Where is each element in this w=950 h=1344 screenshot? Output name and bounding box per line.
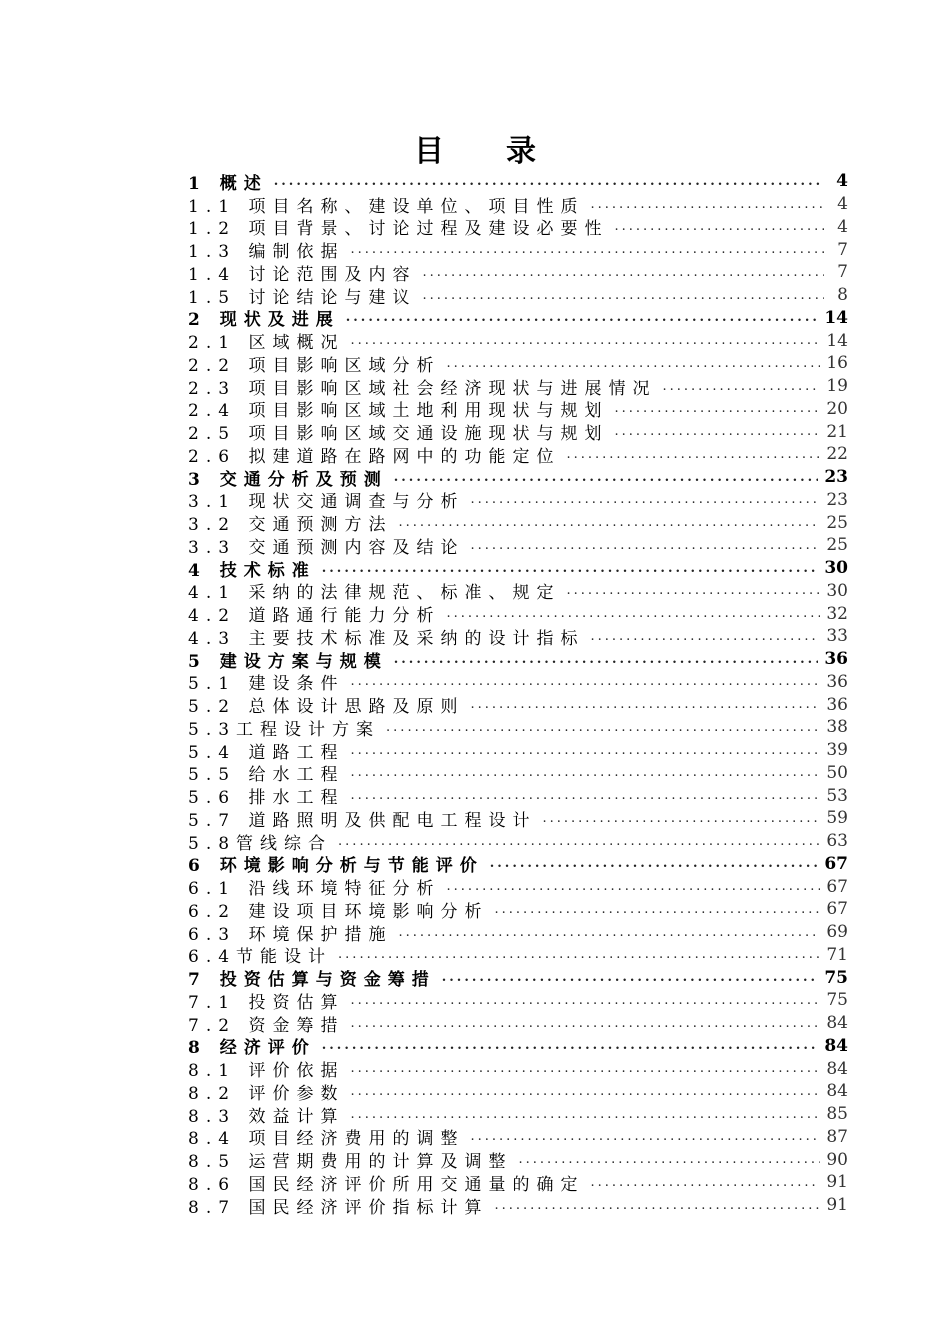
- toc-dot-leader: [398, 515, 820, 530]
- toc-entry[interactable]: [188, 671, 848, 694]
- toc-entry-page-number: 84: [826, 1058, 848, 1079]
- toc-entry-page-number: 59: [826, 808, 848, 829]
- toc-entry-page-number: 63: [826, 831, 848, 852]
- toc-entry-label: 5.1 建设条件: [188, 674, 345, 694]
- toc-entry[interactable]: [188, 944, 848, 967]
- toc-entry[interactable]: [188, 625, 848, 648]
- toc-entry-page-number: 91: [826, 1195, 848, 1216]
- toc-dot-leader: [494, 1198, 820, 1213]
- toc-entry-label: 5.7 道路照明及供配电工程设计: [188, 810, 537, 830]
- toc-dot-leader: [350, 1107, 820, 1122]
- toc-entry-label: 1.2 项目背景、讨论过程及建设必要性: [188, 219, 609, 239]
- toc-entry-page-number: 87: [826, 1126, 848, 1147]
- toc-dot-leader: [350, 765, 820, 780]
- toc-entry[interactable]: [188, 352, 848, 375]
- toc-entry[interactable]: [188, 193, 848, 216]
- toc-entry-page-number: 4: [836, 171, 848, 192]
- toc-dot-leader: [662, 379, 820, 394]
- toc-dot-leader: [566, 583, 820, 598]
- toc-entry-page-number: 38: [826, 717, 848, 738]
- toc-entry-page-number: 23: [824, 467, 848, 488]
- toc-entry-label: 5 建设方案与规模: [188, 651, 388, 671]
- toc-entry-page-number: 30: [824, 558, 848, 579]
- toc-dot-leader: [350, 242, 824, 257]
- toc-entry[interactable]: [188, 1126, 848, 1149]
- toc-entry-page-number: 32: [826, 603, 848, 624]
- toc-entry-label: 2 现状及进展: [188, 310, 340, 330]
- toc-entry-page-number: 25: [826, 535, 848, 556]
- toc-dot-leader: [350, 674, 820, 689]
- toc-dot-leader: [446, 879, 820, 894]
- toc-entry[interactable]: [188, 580, 848, 603]
- toc-dot-leader: [566, 447, 820, 462]
- toc-entry-page-number: 36: [824, 649, 848, 670]
- toc-dot-leader: [470, 697, 820, 712]
- toc-dot-leader: [346, 310, 819, 325]
- toc-entry-label: 6.1 沿线环境特征分析: [188, 879, 441, 898]
- toc-dot-leader: [350, 333, 820, 348]
- toc-entry-label: 1.4 讨论范围及内容: [188, 264, 417, 284]
- toc-entry[interactable]: [188, 420, 848, 443]
- toc-entry-page-number: 84: [826, 1013, 848, 1034]
- toc-entry[interactable]: [188, 898, 848, 921]
- toc-entry[interactable]: [188, 398, 848, 421]
- toc-entry-label: 8.3 效益计算: [188, 1106, 345, 1126]
- toc-entry[interactable]: [188, 853, 848, 876]
- toc-dot-leader: [350, 1016, 820, 1031]
- toc-entry-page-number: 16: [826, 353, 848, 374]
- toc-entry[interactable]: [188, 329, 848, 352]
- toc-entry[interactable]: [188, 466, 848, 489]
- toc-dot-leader: [422, 265, 824, 280]
- toc-entry[interactable]: [188, 1080, 848, 1103]
- toc-entry-page-number: 84: [824, 1035, 848, 1056]
- toc-dot-leader: [274, 174, 824, 189]
- toc-entry[interactable]: [188, 261, 848, 284]
- toc-entry[interactable]: [188, 1194, 848, 1217]
- toc-entry-page-number: 67: [826, 899, 848, 920]
- toc-entry[interactable]: [188, 443, 848, 466]
- toc-entry-label: 2.2 项目影响区域分析: [188, 355, 441, 375]
- toc-entry-label: 5.4 道路工程: [188, 742, 345, 762]
- toc-dot-leader: [350, 993, 820, 1008]
- toc-entry-label: 6.2 建设项目环境影响分析: [188, 901, 489, 921]
- toc-entry[interactable]: [188, 511, 848, 534]
- toc-entry-page-number: 30: [826, 580, 848, 601]
- toc-dot-leader: [322, 561, 819, 576]
- toc-entry-label: 3 交通分析及预测: [188, 469, 388, 489]
- toc-dot-leader: [322, 1038, 819, 1053]
- toc-entry-page-number: 7: [837, 239, 848, 260]
- toc-dot-leader: [542, 811, 820, 826]
- toc-entry-page-number: 67: [826, 876, 848, 897]
- toc-entry-label: 6.3 环境保护措施: [188, 924, 393, 944]
- toc-entry-label: 2.6 拟建道路在路网中的功能定位: [188, 446, 561, 466]
- toc-entry[interactable]: [188, 784, 848, 807]
- toc-entry-label: 4.1 采纳的法律规范、标准、规定: [188, 583, 561, 603]
- toc-dot-leader: [338, 834, 820, 849]
- toc-entry-label: 6.4节能设计: [188, 947, 333, 967]
- toc-entry-label: 2.3 项目影响区域社会经济现状与进展情况: [188, 378, 657, 398]
- toc-entry-label: 5.2 总体设计思路及原则: [188, 697, 465, 716]
- toc-dot-leader: [614, 219, 824, 234]
- toc-entry-label: 2.1 区域概况: [188, 333, 345, 352]
- toc-dot-leader: [442, 970, 819, 985]
- toc-entry[interactable]: [188, 216, 848, 239]
- toc-entry-label: 1.5 讨论结论与建议: [188, 287, 417, 307]
- toc-dot-leader: [350, 788, 820, 803]
- toc-entry[interactable]: [188, 1148, 848, 1171]
- toc-entry-page-number: 50: [826, 762, 848, 783]
- toc-entry-label: 3.1 现状交通调查与分析: [188, 492, 465, 512]
- toc-entry-label: 5.3工程设计方案: [188, 719, 381, 739]
- toc-dot-leader: [350, 1084, 820, 1099]
- toc-entry[interactable]: [188, 830, 848, 853]
- toc-entry[interactable]: [188, 693, 848, 716]
- toc-entry[interactable]: [188, 1012, 848, 1035]
- toc-entry[interactable]: [188, 875, 848, 898]
- toc-entry-page-number: 84: [826, 1081, 848, 1102]
- toc-dot-leader: [394, 652, 819, 667]
- page-title: 目录: [414, 134, 598, 169]
- toc-entry[interactable]: [188, 648, 848, 671]
- toc-entry[interactable]: [188, 284, 848, 307]
- toc-entry-page-number: 75: [826, 990, 848, 1011]
- toc-entry-page-number: 4: [837, 194, 848, 215]
- toc-entry-label: 2.4 项目影响区域土地利用现状与规划: [188, 401, 609, 421]
- toc-dot-leader: [446, 606, 820, 621]
- toc-entry-label: 7.2 资金筹措: [188, 1015, 345, 1035]
- toc-dot-leader: [470, 538, 820, 553]
- toc-entry[interactable]: [188, 238, 848, 261]
- toc-entry-page-number: 4: [837, 216, 848, 237]
- toc-dot-leader: [590, 1175, 820, 1190]
- toc-entry[interactable]: [188, 1171, 848, 1194]
- toc-entry[interactable]: [188, 762, 848, 785]
- toc-entry[interactable]: [188, 1103, 848, 1126]
- toc-entry[interactable]: [188, 602, 848, 625]
- toc-entry-label: 1 概述: [188, 173, 268, 193]
- toc-entry-page-number: 71: [826, 944, 848, 965]
- toc-entry-label: 8.5 运营期费用的计算及调整: [188, 1152, 513, 1171]
- toc-entry-page-number: 36: [826, 694, 848, 715]
- toc-entry-page-number: 14: [826, 330, 848, 351]
- toc-entry[interactable]: [188, 1057, 848, 1080]
- toc-entry-page-number: 14: [824, 307, 848, 328]
- toc-entry-label: 8.7 国民经济评价指标计算: [188, 1197, 489, 1217]
- toc-entry-page-number: 33: [826, 626, 848, 647]
- toc-entry-page-number: 7: [837, 262, 848, 283]
- toc-entry-label: 4.2 道路通行能力分析: [188, 606, 441, 625]
- toc-entry[interactable]: [188, 557, 848, 580]
- toc-dot-leader: [614, 424, 820, 439]
- table-of-contents: [188, 170, 848, 1217]
- toc-entry-page-number: 85: [826, 1104, 848, 1125]
- toc-dot-leader: [350, 743, 820, 758]
- toc-entry-page-number: 25: [826, 512, 848, 533]
- toc-entry-page-number: 39: [826, 740, 848, 761]
- toc-dot-leader: [490, 856, 819, 871]
- toc-dot-leader: [350, 1061, 820, 1076]
- toc-entry-label: 4.3 主要技术标准及采纳的设计指标: [188, 628, 585, 648]
- toc-entry[interactable]: [188, 739, 848, 762]
- toc-dot-leader: [470, 492, 820, 507]
- toc-entry-page-number: 53: [826, 785, 848, 806]
- toc-entry-page-number: 19: [826, 376, 848, 397]
- toc-entry[interactable]: [188, 1035, 848, 1058]
- toc-entry[interactable]: [188, 489, 848, 512]
- toc-entry[interactable]: [188, 807, 848, 830]
- toc-dot-leader: [338, 947, 820, 962]
- toc-entry-page-number: 23: [826, 489, 848, 510]
- toc-entry[interactable]: [188, 170, 848, 193]
- toc-dot-leader: [422, 288, 824, 303]
- toc-dot-leader: [398, 925, 820, 940]
- toc-dot-leader: [518, 1152, 820, 1167]
- toc-entry-label: 3.3 交通预测内容及结论: [188, 537, 465, 557]
- toc-entry-page-number: 21: [826, 421, 848, 442]
- toc-entry[interactable]: [188, 534, 848, 557]
- toc-dot-leader: [614, 401, 820, 416]
- toc-dot-leader: [394, 470, 819, 485]
- toc-dot-leader: [446, 356, 820, 371]
- toc-entry-label: 5.8管线综合: [188, 833, 333, 853]
- toc-dot-leader: [386, 720, 820, 735]
- toc-dot-leader: [494, 902, 820, 917]
- toc-entry-page-number: 75: [824, 967, 848, 988]
- toc-entry-label: 1.1 项目名称、建设单位、项目性质: [188, 196, 585, 216]
- toc-entry-label: 5.5 给水工程: [188, 765, 345, 785]
- toc-entry-label: 8.1 评价依据: [188, 1061, 345, 1080]
- toc-entry-label: 2.5 项目影响区域交通设施现状与规划: [188, 424, 609, 443]
- toc-entry[interactable]: [188, 989, 848, 1012]
- toc-entry-label: 8 经济评价: [188, 1038, 316, 1058]
- toc-entry[interactable]: [188, 921, 848, 944]
- toc-entry-page-number: 20: [826, 398, 848, 419]
- toc-entry-page-number: 91: [826, 1172, 848, 1193]
- toc-entry[interactable]: [188, 716, 848, 739]
- toc-entry-label: 8.6 国民经济评价所用交通量的确定: [188, 1174, 585, 1194]
- toc-entry-label: 8.2 评价参数: [188, 1083, 345, 1103]
- toc-entry-label: 8.4 项目经济费用的调整: [188, 1129, 465, 1149]
- toc-dot-leader: [590, 629, 820, 644]
- toc-entry-label: 5.6 排水工程: [188, 788, 345, 807]
- toc-entry-page-number: 69: [826, 922, 848, 943]
- toc-entry-label: 3.2 交通预测方法: [188, 515, 393, 534]
- toc-entry-page-number: 36: [826, 671, 848, 692]
- toc-entry[interactable]: [188, 375, 848, 398]
- toc-entry-page-number: 8: [837, 285, 848, 306]
- toc-entry-page-number: 22: [826, 444, 848, 465]
- toc-dot-leader: [470, 1129, 820, 1144]
- toc-entry-label: 1.3 编制依据: [188, 242, 345, 261]
- toc-entry-label: 7.1 投资估算: [188, 992, 345, 1012]
- toc-dot-leader: [590, 197, 824, 212]
- toc-entry[interactable]: [188, 966, 848, 989]
- toc-entry[interactable]: [188, 307, 848, 330]
- toc-entry-page-number: 90: [826, 1149, 848, 1170]
- toc-entry-label: 6 环境影响分析与节能评价: [188, 856, 484, 876]
- toc-entry-label: 7 投资估算与资金筹措: [188, 970, 436, 989]
- toc-entry-page-number: 67: [824, 853, 848, 874]
- toc-entry-label: 4 技术标准: [188, 560, 316, 580]
